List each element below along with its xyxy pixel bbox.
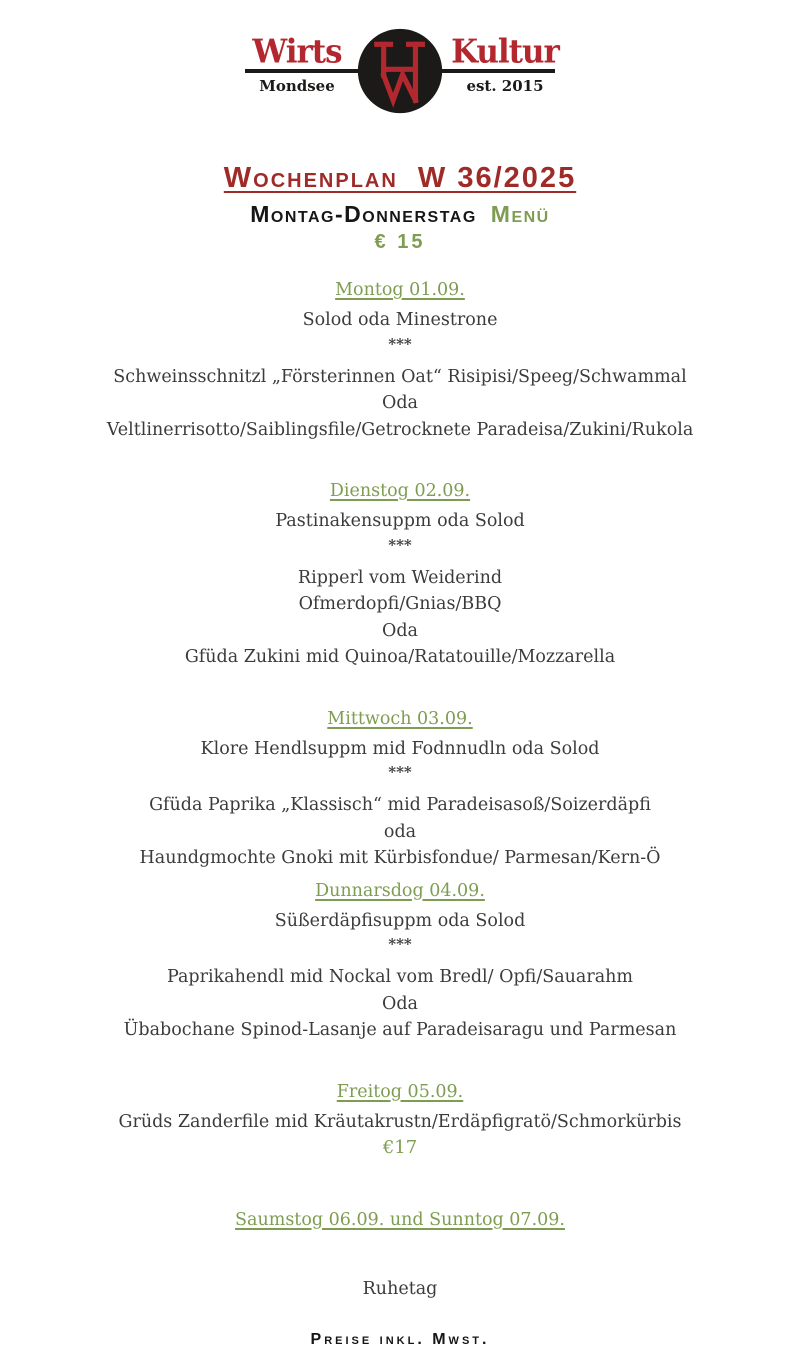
logo-sub-est-2015: est. 2015 <box>466 77 544 95</box>
tax-note: Preise inkl. Mwst. <box>310 1330 490 1348</box>
menu-page <box>0 28 800 1348</box>
day-title: Dienstog 02.09. <box>329 481 471 501</box>
page-subtitle <box>0 201 800 228</box>
logo-word-kultur: Kultur <box>451 33 559 71</box>
course-separator: *** <box>388 535 412 554</box>
menu-line: Pastinakensuppm oda Solod <box>275 511 525 531</box>
wk-monogram-icon <box>357 28 443 114</box>
menu-line: Solod oda Minestrone <box>302 310 498 330</box>
course-separator: *** <box>388 935 412 953</box>
restaurant-logo <box>245 28 559 120</box>
day-title: Montog 01.09. <box>335 280 465 300</box>
logo-word-wirts: Wirts <box>252 33 342 71</box>
menu-line: Ofmerdopfi/Gnias/BBQ <box>298 594 502 614</box>
page-title: Wochenplan W 36/2025 <box>223 162 577 194</box>
day-section-mittwoch <box>0 709 800 872</box>
menu-line: Ripperl vom Weiderind <box>297 567 503 588</box>
logo-sub-mondsee: Mondsee <box>259 77 335 95</box>
friday-price: €17 <box>382 1137 418 1158</box>
weekend-title: Saumstog 06.09. und Sunntog 07.09. <box>235 1209 565 1230</box>
menu-line: Paprikahendl mid Nockal vom Bredl/ Opfi/Sauarahm <box>166 967 633 987</box>
menu-line: Schweinsschnitzl „Försterinnen Oat“ Risipisi/Speeg/Schwammal <box>113 366 687 387</box>
menu-line: Oda <box>382 993 418 1014</box>
menu-line: Grüds Zanderfile mid Kräutakrustn/Erdäpfigratö/Schmorkürbis <box>118 1111 682 1132</box>
day-section-freitog <box>0 1082 800 1162</box>
menu-line: Übabochane Spinod-Lasanje auf Paradeisaragu und Parmesan <box>123 1020 677 1040</box>
course-separator: *** <box>388 763 412 781</box>
menu-line: Haundgmochte Gnoki mit Kürbisfondue/ Parmesan/Kern-Ö <box>139 848 661 868</box>
menu-line: Gfüda Zukini mid Quinoa/Ratatouille/Mozzarella <box>184 647 616 667</box>
day-section-dunnarsdog <box>0 881 800 1044</box>
day-title: Freitog 05.09. <box>336 1081 464 1102</box>
menu-body <box>0 280 800 1349</box>
weekend-section <box>0 1210 800 1237</box>
menu-line: Süßerdäpfisuppm oda Solod <box>274 910 526 931</box>
menu-line: Oda <box>382 393 418 413</box>
menu-line: Gfüda Paprika „Klassisch“ mid Paradeisasoß/Soizerdäpfi <box>149 795 651 815</box>
menu-line: Oda <box>382 620 418 641</box>
day-title: Mittwoch 03.09. <box>327 708 473 729</box>
day-title: Dunnarsdog 04.09. <box>315 880 485 901</box>
menu-price: € 15 <box>374 231 426 253</box>
subtitle-days-range: Montag-Donnerstag <box>250 201 477 227</box>
menu-line: oda <box>383 821 417 842</box>
menu-line: Klore Hendlsuppm mid Fodnnudln oda Solod <box>200 738 600 759</box>
weekend-closed-note: Ruhetag <box>362 1278 438 1299</box>
day-section-montog <box>0 280 800 443</box>
subtitle-menu-word: Menü <box>490 201 550 227</box>
menu-line: Veltlinerrisotto/Saiblingsfile/Getrocknete Paradeisa/Zukini/Rukola <box>106 419 694 440</box>
course-separator: *** <box>388 334 412 353</box>
day-section-dienstog <box>0 481 800 671</box>
